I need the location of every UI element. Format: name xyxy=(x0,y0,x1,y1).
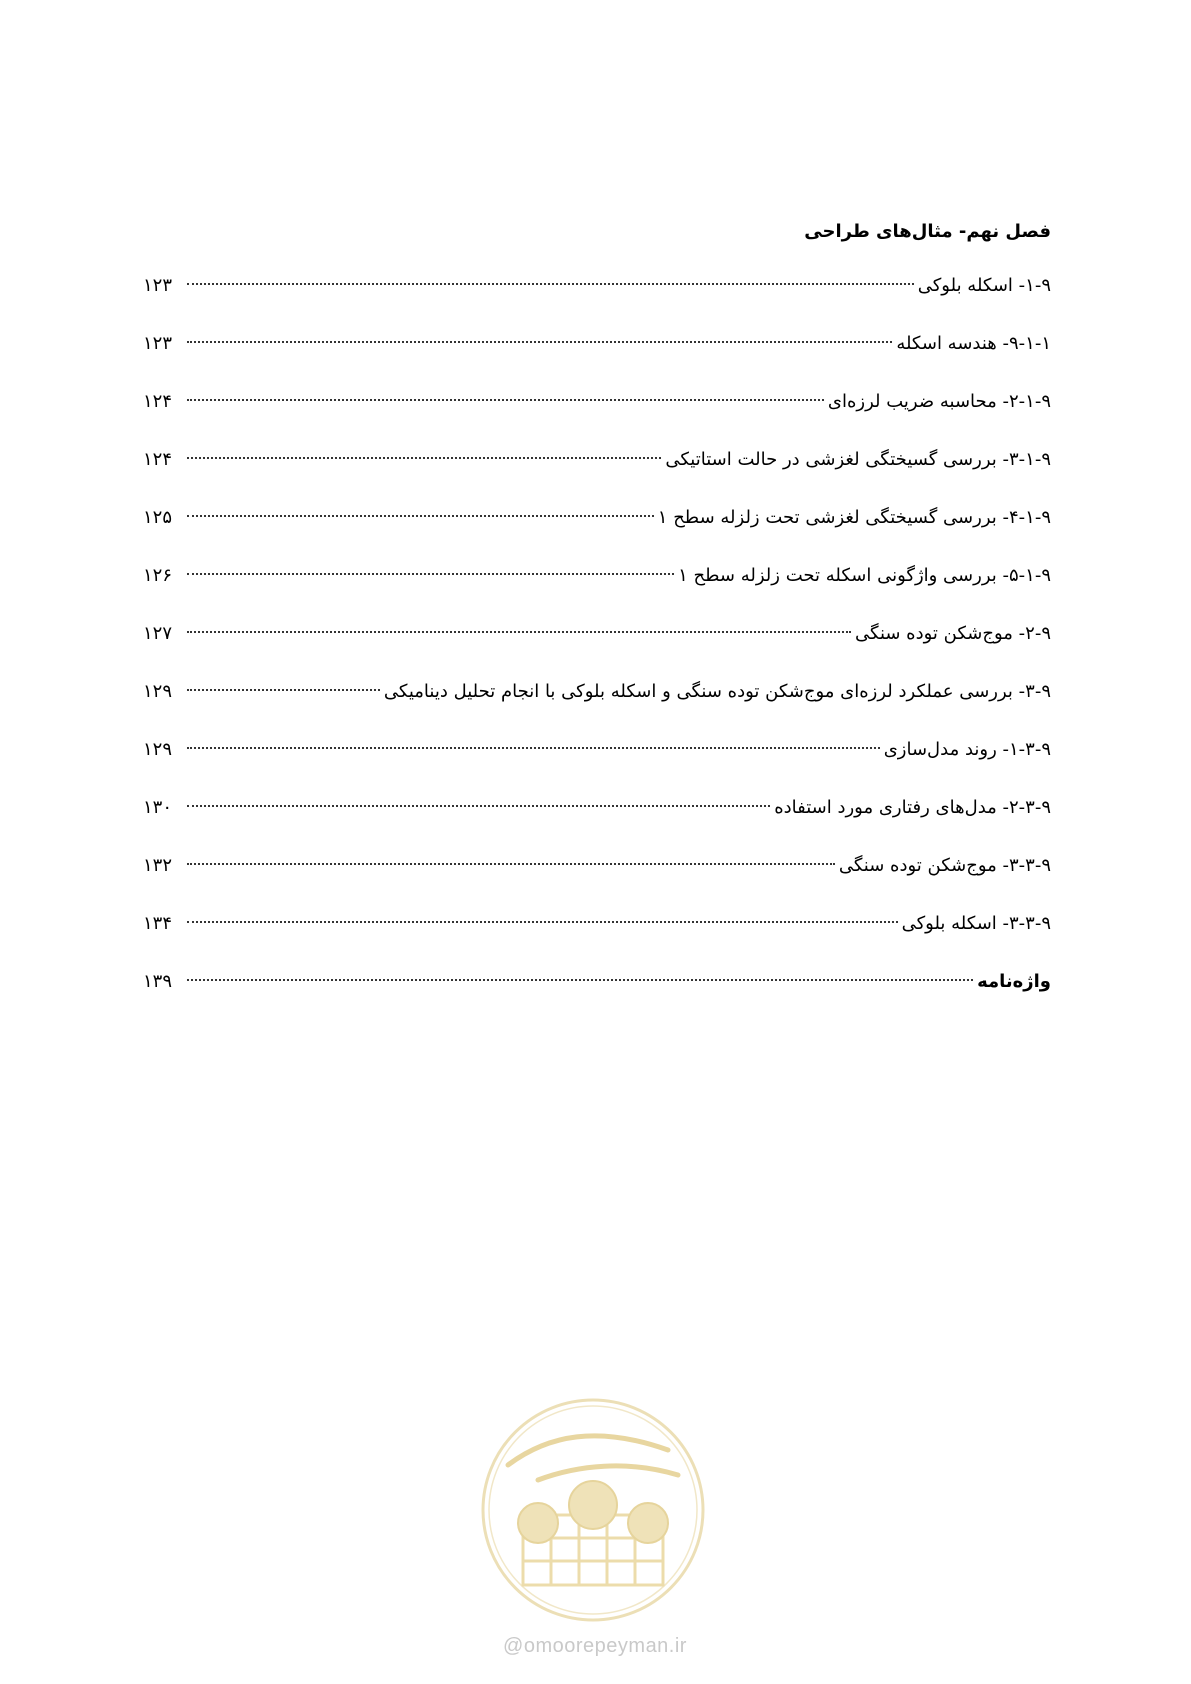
toc-entry[interactable] xyxy=(143,678,1051,706)
toc-dot-leader xyxy=(187,747,880,749)
toc-entry[interactable] xyxy=(143,272,1051,300)
toc-entry[interactable] xyxy=(143,620,1051,648)
toc-entry[interactable] xyxy=(143,794,1051,822)
toc-entry-title: ۵-۱-۹- بررسی واژگونی اسکله تحت زلزله سطح ۱ xyxy=(678,565,1051,586)
toc-entry-title: ۲-۱-۹- محاسبه ضریب لرزه‌ای xyxy=(827,391,1051,412)
toc-dot-leader xyxy=(187,979,973,981)
toc-entry[interactable] xyxy=(143,446,1051,474)
toc-entry-title: ۳-۳-۹- اسکله بلوکی xyxy=(901,913,1051,934)
toc-entry[interactable] xyxy=(143,968,1051,996)
watermark-logo xyxy=(478,1395,708,1625)
toc-entry-page-number: ۱۲۳ xyxy=(143,333,173,354)
toc-dot-leader xyxy=(187,631,851,633)
toc-entry[interactable] xyxy=(143,736,1051,764)
toc-dot-leader xyxy=(187,863,835,865)
toc-entry-title: ۳-۳-۹- موج‌شکن توده سنگی xyxy=(838,855,1051,876)
toc-dot-leader xyxy=(187,921,898,923)
toc-entry-title: ۱-۳-۹- روند مدل‌سازی xyxy=(883,739,1051,760)
toc-entry[interactable] xyxy=(143,562,1051,590)
toc-entry-page-number: ۱۳۹ xyxy=(143,971,173,992)
gear-icon xyxy=(518,1481,668,1543)
toc-entry-page-number: ۱۲۳ xyxy=(143,275,173,296)
toc-entry-title: ۹-۱-۱- هندسه اسکله xyxy=(896,333,1051,354)
toc-entry[interactable] xyxy=(143,910,1051,938)
toc-entry[interactable] xyxy=(143,388,1051,416)
toc-entry-title: ۳-۹- بررسی عملکرد لرزه‌ای موج‌شکن توده سنگی و اسکله بلوکی با انجام تحلیل دینامیکی xyxy=(383,681,1051,702)
toc-dot-leader xyxy=(187,689,380,691)
toc-dot-leader xyxy=(187,573,674,575)
toc-entry-page-number: ۱۳۴ xyxy=(143,913,173,934)
toc-dot-leader xyxy=(187,515,654,517)
toc-entry-page-number: ۱۲۹ xyxy=(143,681,173,702)
toc-entry-page-number: ۱۲۴ xyxy=(143,391,173,412)
toc-dot-leader xyxy=(187,341,892,343)
toc-entry-title: واژه‌نامه xyxy=(977,971,1051,992)
table-of-contents xyxy=(143,272,1051,1026)
toc-entry-title: ۳-۱-۹- بررسی گسیختگی لغزشی در حالت استاتیکی xyxy=(665,449,1051,470)
toc-entry-title: ۱-۹- اسکله بلوکی xyxy=(917,275,1051,296)
toc-entry-page-number: ۱۲۷ xyxy=(143,623,173,644)
toc-entry-title: ۲-۹- موج‌شکن توده سنگی xyxy=(855,623,1051,644)
toc-entry[interactable] xyxy=(143,852,1051,880)
toc-entry-page-number: ۱۲۹ xyxy=(143,739,173,760)
toc-entry[interactable] xyxy=(143,330,1051,358)
toc-entry-title: ۲-۳-۹- مدل‌های رفتاری مورد استفاده xyxy=(774,797,1051,818)
toc-entry-page-number: ۱۲۶ xyxy=(143,565,173,586)
toc-dot-leader xyxy=(187,457,661,459)
toc-dot-leader xyxy=(187,805,770,807)
calligraphy-mark xyxy=(508,1436,678,1480)
toc-entry[interactable] xyxy=(143,504,1051,532)
toc-entry-page-number: ۱۲۵ xyxy=(143,507,173,528)
toc-dot-leader xyxy=(187,399,824,401)
toc-entry-page-number: ۱۳۲ xyxy=(143,855,173,876)
toc-entry-title: ۴-۱-۹- بررسی گسیختگی لغزشی تحت زلزله سطح ۱ xyxy=(657,507,1051,528)
chapter-title: فصل نهم- مثال‌های طراحی xyxy=(804,221,1051,242)
toc-dot-leader xyxy=(187,283,914,285)
watermark-url: @omoorepeyman.ir xyxy=(503,1635,687,1657)
toc-entry-page-number: ۱۳۰ xyxy=(143,797,173,818)
toc-entry-page-number: ۱۲۴ xyxy=(143,449,173,470)
